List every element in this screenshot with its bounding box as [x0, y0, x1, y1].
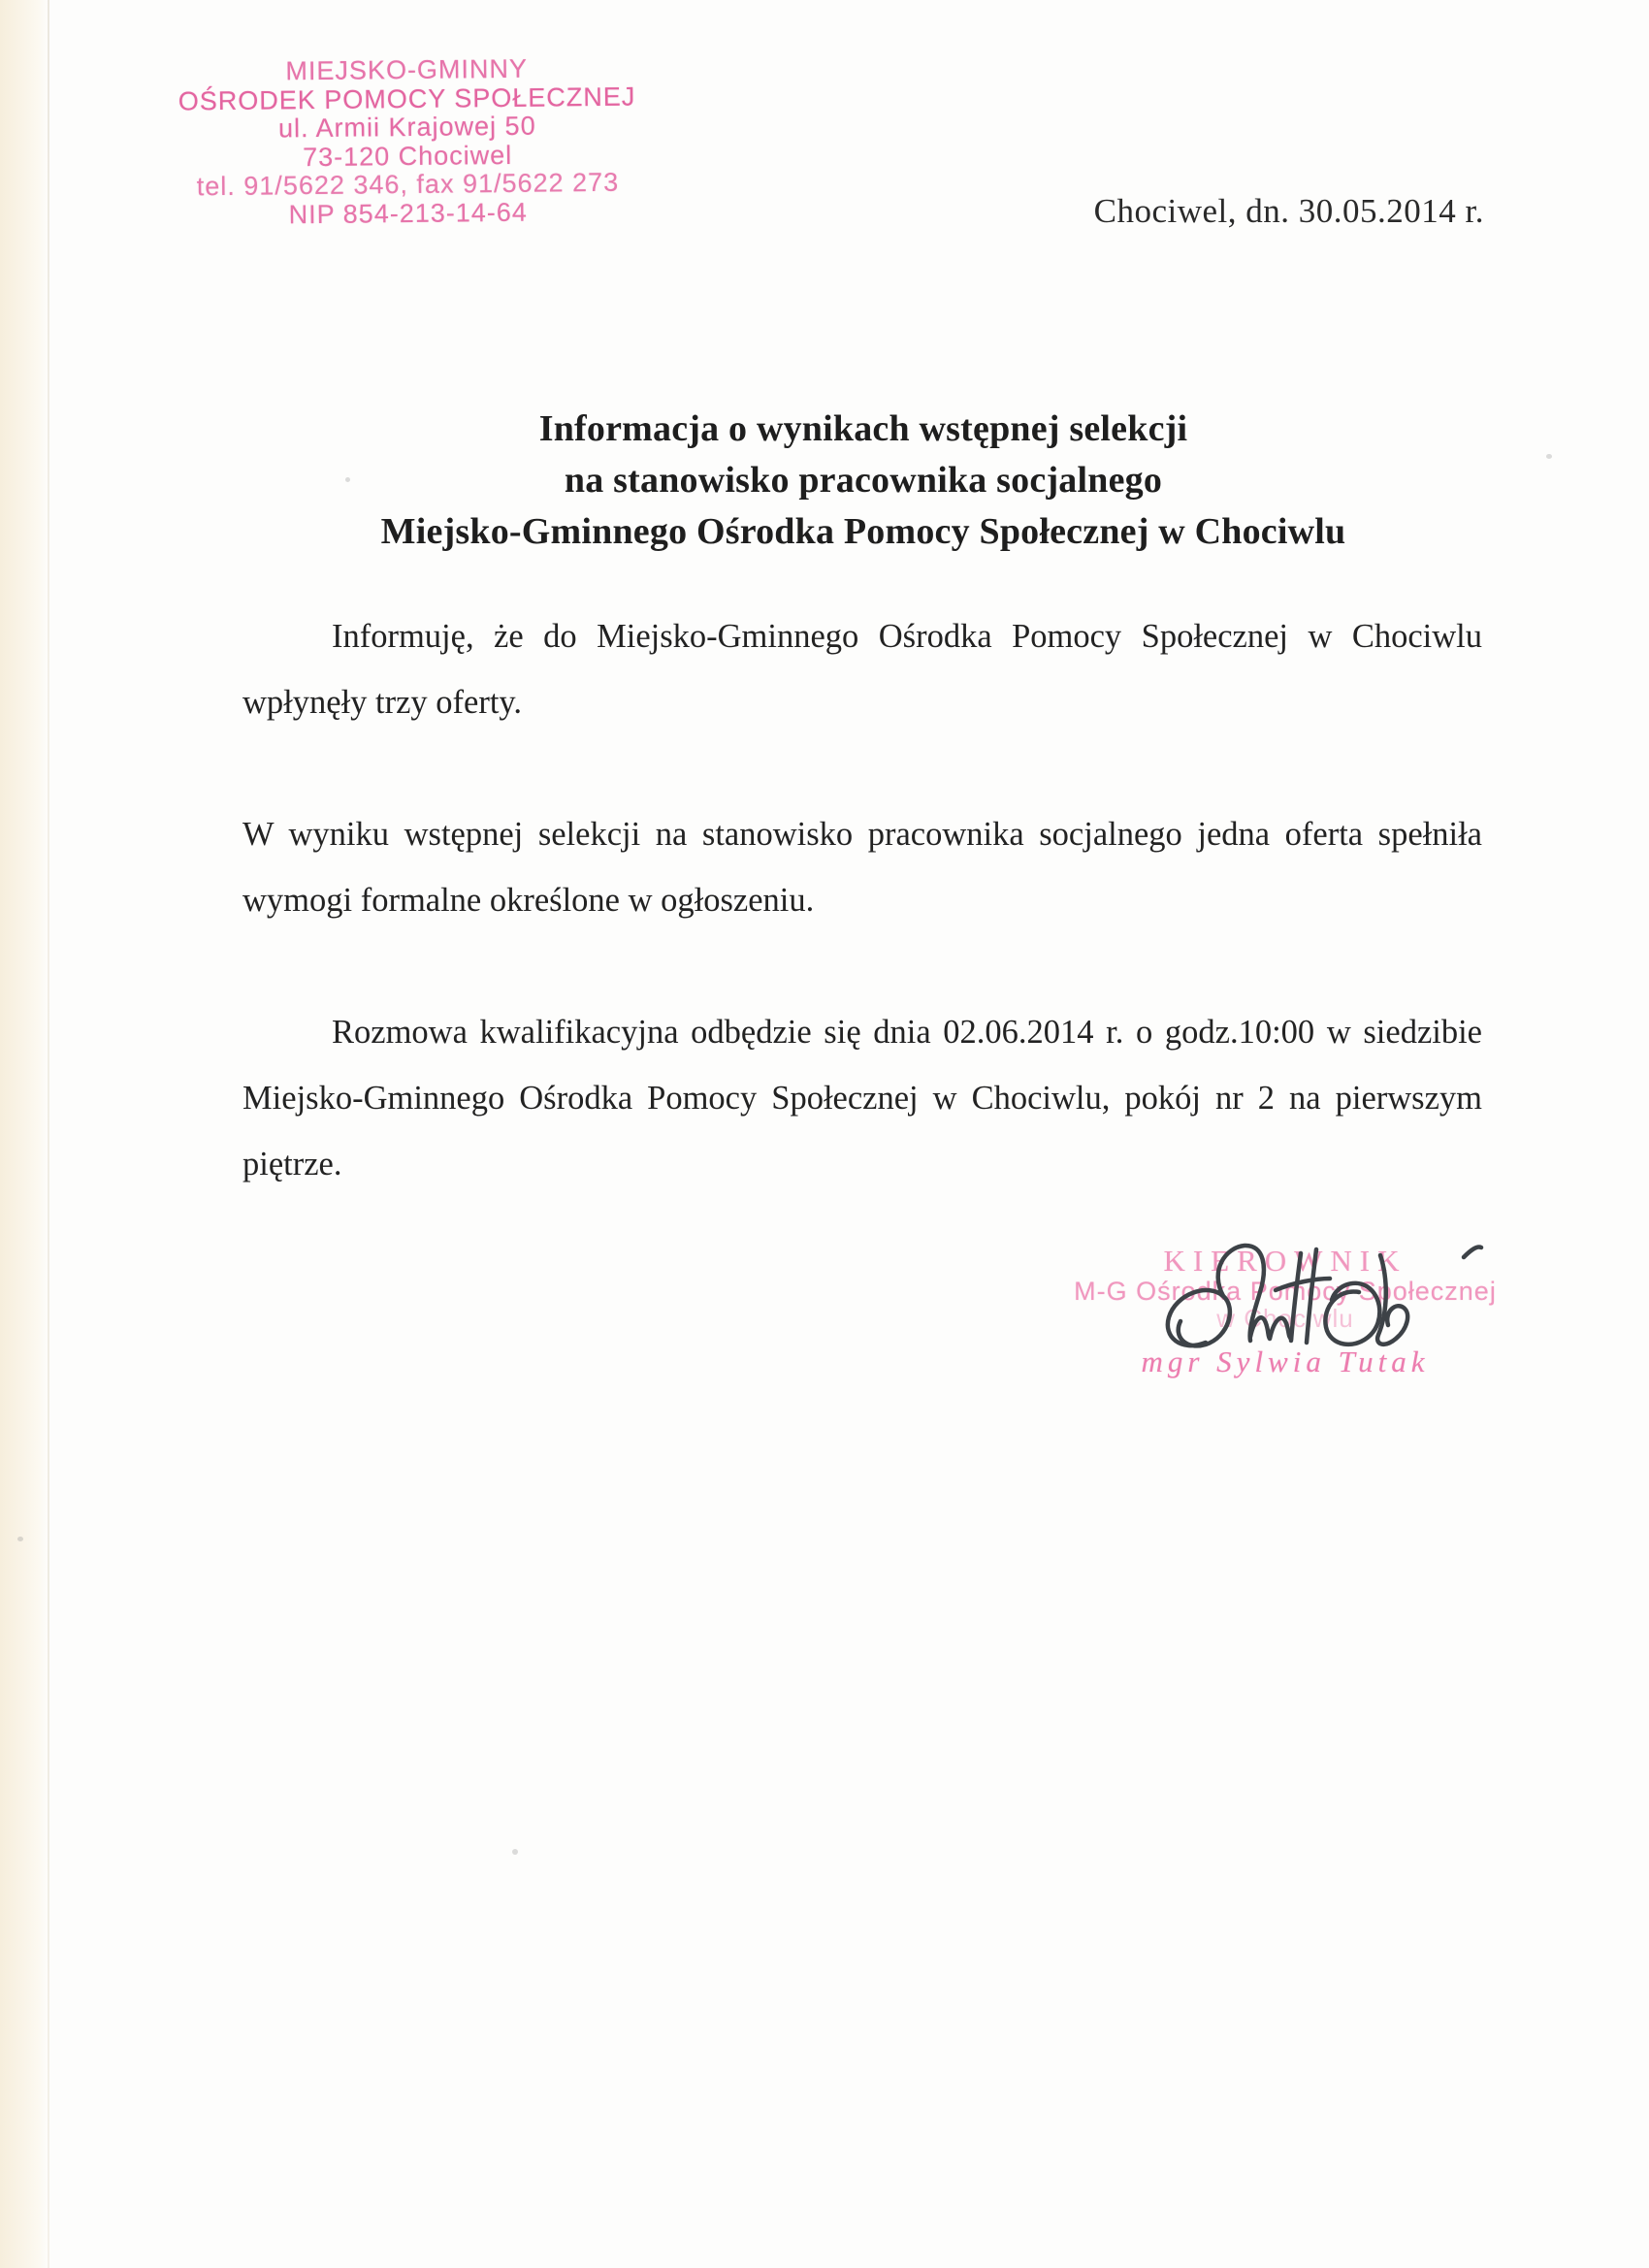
signature-stamp-name: mgr Sylwia Tutak	[1141, 1345, 1430, 1378]
title-line-3: Miejsko-Gminnego Ośrodka Pomocy Społecznej w Chociwlu	[380, 511, 1346, 552]
scan-edge-line	[48, 0, 49, 2268]
stamp-line-street: ul. Armii Krajowej 50	[277, 111, 536, 144]
signature-stamp-role: KIEROWNIK	[1163, 1244, 1407, 1278]
paragraph-selection-result: W wyniku wstępnej selekcji na stanowisko pracownika socjalnego jedna oferta spełniła wymogi formalne określone w ogłoszeniu.	[242, 816, 1482, 919]
scan-speck	[512, 1849, 518, 1855]
signature-stamp-org-line-2: w Chociwlu	[1216, 1304, 1354, 1333]
stamp-line-nip: NIP 854-213-14-64	[288, 197, 528, 229]
stamp-line-institution-1: MIEJSKO-GMINNY	[285, 53, 529, 86]
scan-speck	[17, 1537, 23, 1541]
scan-edge-artifact	[0, 0, 48, 2268]
paragraph-offers-received: Informuję, że do Miejsko-Gminnego Ośrodka Pomocy Społecznej w Chociwlu wpłynęły trzy oferty.	[242, 618, 1482, 721]
signature-block	[1043, 1244, 1528, 1418]
handwritten-signature-ink	[1130, 1228, 1518, 1393]
signature-stamp-org-line-1: M-G Ośrodka Pomocy Społecznej	[1074, 1277, 1497, 1306]
paragraph-interview-details: Rozmowa kwalifikacyjna odbędzie się dnia 02.06.2014 r. o godz.10:00 w siedzibie Miejsko-Gminnego Ośrodka Pomocy Społecznej w Chociwlu, pokój nr 2 na pierwszym piętrze.	[242, 1014, 1482, 1183]
stamp-line-institution-2: OŚRODEK POMOCY SPOŁECZNEJ	[178, 81, 636, 115]
document-title	[242, 404, 1484, 558]
address-stamp	[169, 53, 646, 230]
stamp-line-phone-fax: tel. 91/5622 346, fax 91/5622 273	[196, 167, 620, 202]
title-line-2: na stanowisko pracownika socjalnego	[564, 460, 1163, 501]
letter-body	[242, 603, 1482, 1263]
title-line-1: Informacja o wynikach wstępnej selekcji	[538, 408, 1188, 449]
stamp-line-city: 73-120 Chociwel	[302, 140, 513, 172]
scan-speck	[1546, 454, 1552, 459]
scan-speck	[345, 477, 350, 482]
dateline: Chociwel, dn. 30.05.2014 r.	[1093, 192, 1484, 230]
